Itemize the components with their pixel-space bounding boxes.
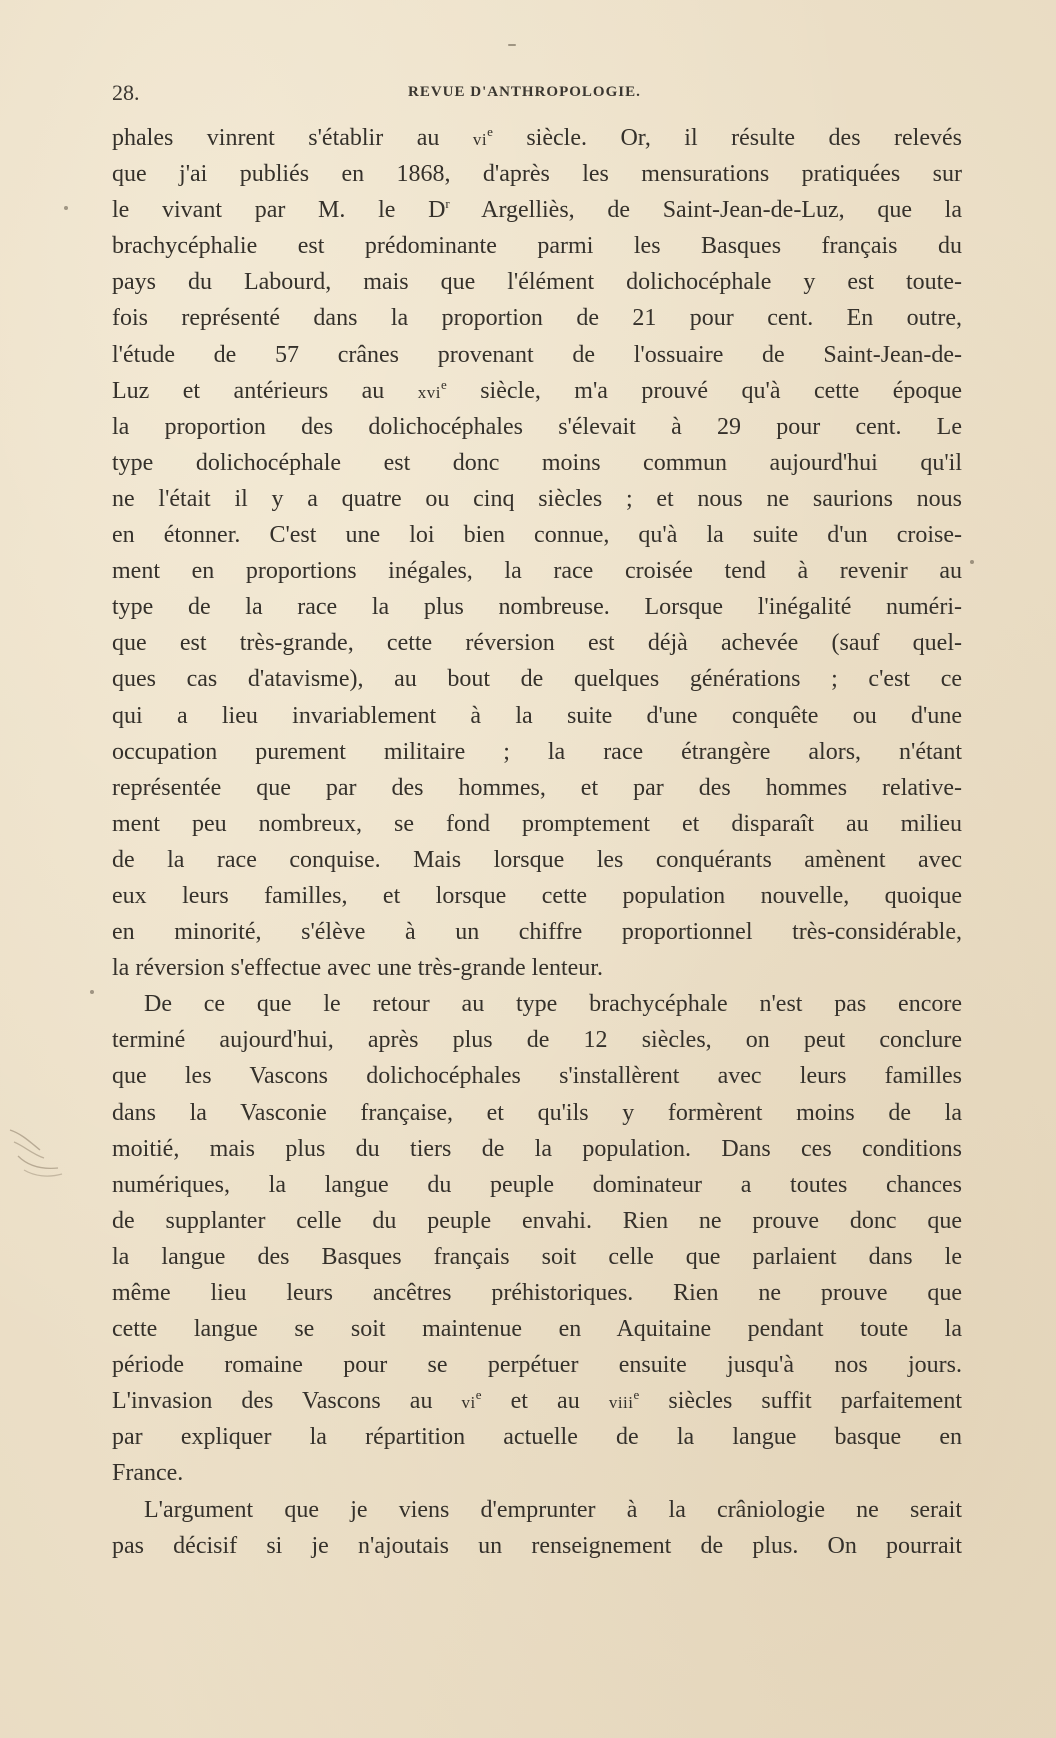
text-line: type de la race la plus nombreuse. Lorsque l'inégalité numéri- bbox=[112, 594, 962, 621]
text-run: le vivant par M. le D bbox=[112, 197, 446, 224]
text-line: la langue des Basques français soit celle que parlaient dans le bbox=[112, 1243, 962, 1270]
text-line: moitié, mais plus du tiers de la population. Dans ces conditions bbox=[112, 1135, 962, 1162]
text-line: ment peu nombreux, se fond promptement et disparaît au milieu bbox=[112, 810, 962, 837]
text-line: France. bbox=[112, 1460, 184, 1487]
text-run: et au bbox=[481, 1388, 609, 1415]
text-line: que j'ai publiés en 1868, d'après les mensurations pratiquées sur bbox=[112, 161, 962, 188]
text-line: l'étude de 57 crânes provenant de l'ossuaire de Saint-Jean-de- bbox=[112, 341, 962, 368]
text-line: par expliquer la répartition actuelle de la langue basque en bbox=[112, 1424, 962, 1451]
superscript: e bbox=[487, 124, 493, 139]
text-line: pas décisif si je n'ajoutais un renseignement de plus. On pourrait bbox=[112, 1532, 962, 1559]
text-line: ment en proportions inégales, la race croisée tend à revenir au bbox=[112, 558, 962, 585]
text-run: siècle, m'a prouvé qu'à cette époque bbox=[446, 377, 962, 404]
text-run: L'invasion des Vascons au bbox=[112, 1388, 462, 1415]
running-title: REVUE D'ANTHROPOLOGIE. bbox=[408, 84, 641, 100]
text-line bbox=[112, 373, 962, 409]
text-line: brachycéphalie est prédominante parmi les Basques français du bbox=[112, 233, 962, 260]
paragraph-first-line: De ce que le retour au type brachycéphale n'est pas encore bbox=[144, 991, 962, 1018]
text-line: de la race conquise. Mais lorsque les conquérants amènent avec bbox=[112, 846, 962, 873]
text-line: numériques, la langue du peuple dominateur a toutes chances bbox=[112, 1171, 962, 1198]
text-line: période romaine pour se perpétuer ensuite jusqu'à nos jours. bbox=[112, 1352, 962, 1379]
text-run: siècles suffit parfaitement bbox=[639, 1388, 962, 1415]
text-line bbox=[112, 1383, 962, 1419]
text-line: la réversion s'effectue avec une très-grande lenteur. bbox=[112, 955, 603, 982]
superscript: e bbox=[633, 1387, 640, 1403]
text-line: de supplanter celle du peuple envahi. Rien ne prouve donc que bbox=[112, 1207, 962, 1234]
text-line: en étonner. C'est une loi bien connue, qu'à la suite d'un croise- bbox=[112, 522, 962, 549]
text-line: ne l'était il y a quatre ou cinq siècles ; et nous ne saurions nous bbox=[112, 485, 962, 512]
superscript: e bbox=[475, 1387, 482, 1403]
paragraph-first-line: L'argument que je viens d'emprunter à la crâniologie ne serait bbox=[144, 1496, 962, 1523]
superscript: e bbox=[440, 376, 447, 392]
roman-numeral: xvi bbox=[417, 382, 441, 402]
body-text bbox=[112, 120, 962, 1564]
text-run: Luz et antérieurs au bbox=[112, 377, 418, 404]
text-run: Argelliès, de Saint-Jean-de-Luz, que la bbox=[449, 197, 962, 224]
text-line: en minorité, s'élève à un chiffre proportionnel très-considérable, bbox=[112, 919, 962, 946]
text-line: fois représenté dans la proportion de 21 pour cent. En outre, bbox=[112, 305, 962, 332]
text-line bbox=[112, 120, 962, 156]
text-line: qui a lieu invariablement à la suite d'une conquête ou d'une bbox=[112, 702, 962, 729]
text-line: que est très-grande, cette réversion est déjà achevée (sauf quel- bbox=[112, 630, 962, 657]
text-line: type dolichocéphale est donc moins commun aujourd'hui qu'il bbox=[112, 449, 962, 476]
page-number: 28. bbox=[112, 80, 140, 105]
paper-speck bbox=[970, 560, 974, 564]
roman-numeral: viii bbox=[608, 1393, 634, 1413]
text-line bbox=[112, 192, 962, 228]
text-line: représentée que par des hommes, et par des hommes relative- bbox=[112, 774, 962, 801]
roman-numeral: vi bbox=[472, 130, 488, 149]
running-head bbox=[112, 80, 962, 108]
text-line: occupation purement militaire ; la race étrangère alors, n'étant bbox=[112, 738, 962, 765]
margin-pencil-mark bbox=[4, 1120, 74, 1190]
text-line: ques cas d'atavisme), au bout de quelques générations ; c'est ce bbox=[112, 666, 962, 693]
paper-speck bbox=[90, 990, 94, 994]
paper-speck bbox=[64, 206, 68, 210]
superscript: r bbox=[445, 196, 450, 212]
text-line: terminé aujourd'hui, après plus de 12 siècles, on peut conclure bbox=[112, 1027, 962, 1054]
roman-numeral: vi bbox=[461, 1393, 476, 1413]
text-line: cette langue se soit maintenue en Aquitaine pendant toute la bbox=[112, 1316, 962, 1343]
text-line: même lieu leurs ancêtres préhistoriques. Rien ne prouve que bbox=[112, 1280, 962, 1306]
text-line: la proportion des dolichocéphales s'élevait à 29 pour cent. Le bbox=[112, 413, 962, 440]
paper-speck bbox=[508, 44, 516, 46]
text-line: eux leurs familles, et lorsque cette population nouvelle, quoique bbox=[112, 882, 962, 909]
text-run: siècle. Or, il résulte des relevés bbox=[492, 125, 962, 151]
text-run: phales vinrent s'établir au bbox=[112, 125, 473, 151]
text-line: pays du Labourd, mais que l'élément dolichocéphale y est toute- bbox=[112, 269, 962, 296]
text-line: dans la Vasconie française, et qu'ils y formèrent moins de la bbox=[112, 1099, 962, 1126]
text-line: que les Vascons dolichocéphales s'installèrent avec leurs familles bbox=[112, 1063, 962, 1090]
